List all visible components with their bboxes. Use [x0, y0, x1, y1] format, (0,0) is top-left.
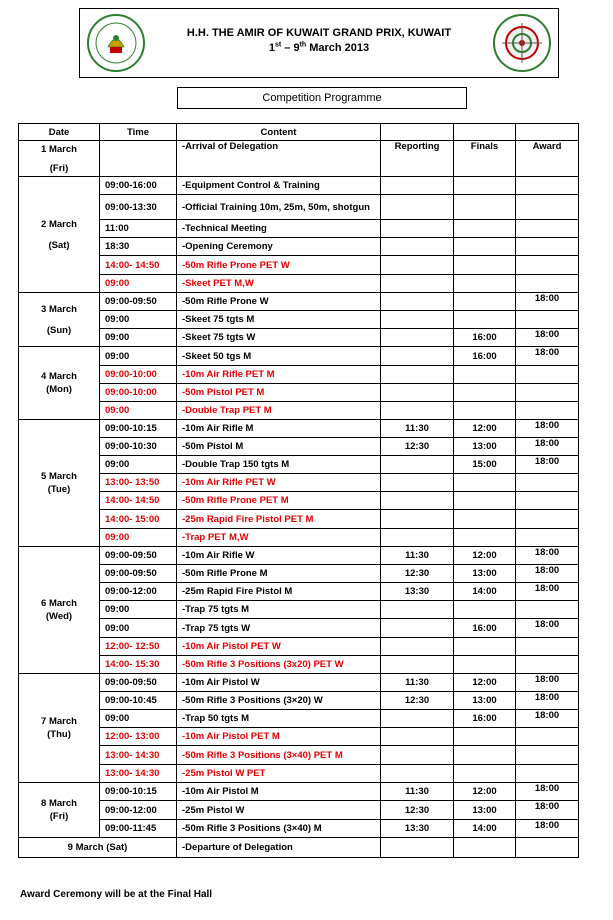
finals-cell — [454, 656, 516, 674]
content-cell: -10m Air Rifle PET W — [177, 474, 381, 492]
time-cell: 14:00- 15:30 — [100, 656, 177, 674]
award-cell: 18:00 — [516, 674, 579, 692]
award-cell — [516, 366, 579, 384]
table-row — [19, 619, 579, 638]
finals-cell: 16:00 — [454, 329, 516, 347]
time-cell: 09:00-12:00 — [100, 583, 177, 601]
date-label: 5 March — [41, 471, 77, 482]
date-cell — [19, 293, 100, 347]
time-cell: 09:00-09:50 — [100, 565, 177, 583]
reporting-cell — [381, 601, 454, 619]
award-cell — [516, 275, 579, 293]
award-cell — [516, 384, 579, 402]
content-cell: -Skeet 75 tgts W — [177, 329, 381, 347]
content-cell: -Equipment Control & Training — [177, 177, 381, 195]
reporting-cell — [381, 195, 454, 220]
content-cell: -25m Pistol W PET — [177, 765, 381, 783]
finals-cell: 16:00 — [454, 347, 516, 366]
table-row — [19, 347, 579, 366]
reporting-cell — [381, 456, 454, 474]
reporting-cell: 13:30 — [381, 820, 454, 838]
time-cell: 09:00 — [100, 710, 177, 728]
content-cell: -50m Rifle 3 Positions (3×40) M — [177, 820, 381, 838]
table-row — [19, 638, 579, 656]
reporting-cell — [381, 238, 454, 256]
reporting-cell: 11:30 — [381, 783, 454, 801]
date-cell — [19, 674, 100, 783]
finals-cell — [454, 510, 516, 529]
reporting-cell — [381, 529, 454, 547]
date-label: 6 March — [41, 598, 77, 609]
table-row — [19, 177, 579, 195]
award-cell — [516, 529, 579, 547]
table-row — [19, 384, 579, 402]
time-cell: 12:00- 13:00 — [100, 728, 177, 746]
time-cell: 09:00-09:50 — [100, 674, 177, 692]
content-cell: -25m Pistol W — [177, 801, 381, 820]
award-cell: 18:00 — [516, 547, 579, 565]
reporting-cell — [381, 510, 454, 529]
reporting-cell — [381, 275, 454, 293]
reporting-cell — [381, 765, 454, 783]
content-cell: -10m Air Rifle M — [177, 420, 381, 438]
reporting-cell: 12:30 — [381, 801, 454, 820]
time-cell: 09:00-10:15 — [100, 783, 177, 801]
time-cell: 13:00- 14:30 — [100, 765, 177, 783]
schedule-table — [18, 123, 579, 858]
table-header-row — [19, 124, 579, 141]
finals-cell — [454, 311, 516, 329]
reporting-cell — [381, 710, 454, 728]
award-cell — [516, 195, 579, 220]
table-row — [19, 366, 579, 384]
reporting-cell — [381, 329, 454, 347]
finals-cell — [454, 838, 516, 858]
finals-cell — [454, 765, 516, 783]
finals-cell — [454, 402, 516, 420]
content-cell: -10m Air Pistol PET W — [177, 638, 381, 656]
reporting-cell: 11:30 — [381, 420, 454, 438]
table-row — [19, 402, 579, 420]
reporting-cell — [381, 220, 454, 238]
time-cell: 09:00-10:45 — [100, 692, 177, 710]
reporting-cell — [381, 656, 454, 674]
time-cell: 09:00-16:00 — [100, 177, 177, 195]
award-cell — [516, 746, 579, 765]
time-cell: 09:00 — [100, 619, 177, 638]
finals-cell — [454, 529, 516, 547]
content-cell: -Trap 50 tgts M — [177, 710, 381, 728]
finals-cell — [454, 177, 516, 195]
finals-cell — [454, 275, 516, 293]
table-row — [19, 141, 579, 177]
table-row — [19, 783, 579, 801]
reporting-cell — [381, 838, 454, 858]
time-cell: 12:00- 12:50 — [100, 638, 177, 656]
table-row — [19, 238, 579, 256]
date-cell — [19, 547, 100, 674]
content-cell: -10m Air Pistol W — [177, 674, 381, 692]
award-cell — [516, 765, 579, 783]
weekday-label: (Mon) — [46, 384, 72, 395]
award-cell — [516, 728, 579, 746]
reporting-cell — [381, 311, 454, 329]
table-row — [19, 801, 579, 820]
award-cell — [516, 238, 579, 256]
finals-cell: 12:00 — [454, 783, 516, 801]
content-cell: -50m Rifle Prone PET M — [177, 492, 381, 510]
time-cell: 18:30 — [100, 238, 177, 256]
award-cell: 18:00 — [516, 438, 579, 456]
content-cell: -Trap PET M,W — [177, 529, 381, 547]
table-row — [19, 329, 579, 347]
table-row — [19, 256, 579, 275]
time-cell: 09:00 — [100, 347, 177, 366]
table-row — [19, 601, 579, 619]
table-row — [19, 746, 579, 765]
weekday-label: (Thu) — [47, 729, 71, 740]
content-cell: -50m Pistol M — [177, 438, 381, 456]
time-cell: 09:00-13:30 — [100, 195, 177, 220]
content-cell: -Opening Ceremony — [177, 238, 381, 256]
reporting-cell — [381, 638, 454, 656]
time-cell: 11:00 — [100, 220, 177, 238]
table-row — [19, 456, 579, 474]
time-cell: 09:00 — [100, 311, 177, 329]
table-row — [19, 293, 579, 311]
finals-cell: 12:00 — [454, 420, 516, 438]
table-row — [19, 820, 579, 838]
time-cell: 14:00- 14:50 — [100, 256, 177, 275]
table-row — [19, 674, 579, 692]
time-cell: 09:00-10:30 — [100, 438, 177, 456]
finals-cell: 13:00 — [454, 438, 516, 456]
content-cell: -Official Training 10m, 25m, 50m, shotgun — [177, 195, 381, 220]
finals-cell: 12:00 — [454, 674, 516, 692]
finals-cell: 15:00 — [454, 456, 516, 474]
content-cell: -Technical Meeting — [177, 220, 381, 238]
finals-cell: 14:00 — [454, 583, 516, 601]
finals-cell — [454, 195, 516, 220]
date-cell — [19, 177, 100, 293]
content-cell: -10m Air Rifle PET M — [177, 366, 381, 384]
award-cell: 18:00 — [516, 565, 579, 583]
table-row — [19, 710, 579, 728]
time-cell — [100, 141, 177, 177]
finals-cell: 13:00 — [454, 565, 516, 583]
content-cell: -50m Pistol PET M — [177, 384, 381, 402]
time-cell: 09:00 — [100, 402, 177, 420]
award-cell — [516, 492, 579, 510]
date-label: 8 March — [41, 798, 77, 809]
finals-cell: 13:00 — [454, 692, 516, 710]
content-cell: -50m Rifle 3 Positions (3×20) W — [177, 692, 381, 710]
content-cell: -50m Rifle Prone W — [177, 293, 381, 311]
award-cell — [516, 638, 579, 656]
col-header-award — [516, 124, 579, 141]
award-cell: 18:00 — [516, 619, 579, 638]
date-cell — [19, 783, 100, 838]
finals-cell: 13:00 — [454, 801, 516, 820]
table-row — [19, 195, 579, 220]
award-cell — [516, 474, 579, 492]
reporting-cell: 12:30 — [381, 438, 454, 456]
table-row — [19, 728, 579, 746]
time-cell: 09:00 — [100, 601, 177, 619]
finals-cell — [454, 238, 516, 256]
shooting-federation-logo-right — [492, 13, 552, 73]
table-row — [19, 765, 579, 783]
content-cell: -Arrival of Delegation — [177, 141, 381, 177]
time-cell: 09:00 — [100, 275, 177, 293]
award-cell: 18:00 — [516, 329, 579, 347]
time-cell: 09:00-09:50 — [100, 293, 177, 311]
award-cell: 18:00 — [516, 783, 579, 801]
award-cell: 18:00 — [516, 710, 579, 728]
table-row — [19, 547, 579, 565]
award-ceremony-note: Award Ceremony will be at the Final Hall — [20, 889, 213, 900]
weekday-label: (Fri) — [49, 162, 69, 174]
table-row — [19, 275, 579, 293]
date-cell — [19, 141, 100, 177]
table-row — [19, 474, 579, 492]
time-cell: 09:00-09:50 — [100, 547, 177, 565]
content-cell: -Trap 75 tgts M — [177, 601, 381, 619]
reporting-cell — [381, 366, 454, 384]
content-cell: -50m Rifle Prone M — [177, 565, 381, 583]
finals-cell — [454, 474, 516, 492]
award-cell — [516, 311, 579, 329]
col-header-date: Date — [19, 124, 100, 141]
award-cell — [516, 177, 579, 195]
content-cell: -10m Air Pistol PET M — [177, 728, 381, 746]
reporting-cell: 11:30 — [381, 674, 454, 692]
finals-cell: Finals — [454, 141, 516, 177]
award-cell — [516, 256, 579, 275]
weekday-label: (Wed) — [45, 611, 73, 622]
table-row — [19, 492, 579, 510]
weekday-label: (Tue) — [47, 484, 71, 495]
finals-cell — [454, 384, 516, 402]
content-cell: -25m Rapid Fire Pistol M — [177, 583, 381, 601]
content-cell: -Double Trap PET M — [177, 402, 381, 420]
content-cell: -Skeet 50 tgs M — [177, 347, 381, 366]
title-line-1: H.H. THE AMIR OF KUWAIT GRAND PRIX, KUWAIT — [186, 27, 452, 39]
date-label: 1 March — [41, 143, 77, 155]
date-label: 2 March — [41, 218, 77, 230]
table-row — [19, 656, 579, 674]
document-title — [160, 26, 478, 56]
finals-cell — [454, 746, 516, 765]
content-cell: -25m Rapid Fire Pistol PET M — [177, 510, 381, 529]
finals-cell — [454, 728, 516, 746]
time-cell: 09:00 — [100, 456, 177, 474]
award-cell: 18:00 — [516, 293, 579, 311]
content-cell: -Skeet 75 tgts M — [177, 311, 381, 329]
time-cell: 09:00-11:45 — [100, 820, 177, 838]
weekday-label: (Sat) — [48, 239, 70, 251]
reporting-cell — [381, 256, 454, 275]
award-cell — [516, 838, 579, 858]
time-cell: 13:00- 13:50 — [100, 474, 177, 492]
finals-cell: 16:00 — [454, 710, 516, 728]
content-cell: -Trap 75 tgts W — [177, 619, 381, 638]
content-cell: -50m Rifle 3 Positions (3×40) PET M — [177, 746, 381, 765]
time-cell: 09:00-10:00 — [100, 384, 177, 402]
table-row — [19, 420, 579, 438]
reporting-cell — [381, 474, 454, 492]
reporting-cell — [381, 384, 454, 402]
date-cell — [19, 347, 100, 420]
award-cell: Award — [516, 141, 579, 177]
table-row — [19, 220, 579, 238]
award-cell — [516, 510, 579, 529]
time-cell: 09:00-10:15 — [100, 420, 177, 438]
table-row-departure — [19, 838, 579, 858]
finals-cell: 14:00 — [454, 820, 516, 838]
time-cell: 09:00 — [100, 529, 177, 547]
reporting-cell — [381, 492, 454, 510]
col-header-time: Time — [100, 124, 177, 141]
col-header-reporting — [381, 124, 454, 141]
time-cell: 14:00- 15:00 — [100, 510, 177, 529]
col-header-content: Content — [177, 124, 381, 141]
weekday-label: (Sun) — [46, 324, 72, 336]
finals-cell — [454, 256, 516, 275]
award-cell: 18:00 — [516, 420, 579, 438]
reporting-cell — [381, 619, 454, 638]
reporting-cell — [381, 293, 454, 311]
reporting-cell: 12:30 — [381, 692, 454, 710]
finals-cell — [454, 601, 516, 619]
date-label: 7 March — [41, 716, 77, 727]
reporting-cell — [381, 177, 454, 195]
content-cell: -Departure of Delegation — [177, 838, 381, 858]
finals-cell: 16:00 — [454, 619, 516, 638]
document-header — [79, 8, 559, 78]
reporting-cell — [381, 402, 454, 420]
award-cell: 18:00 — [516, 692, 579, 710]
date-cell — [19, 420, 100, 547]
reporting-cell — [381, 347, 454, 366]
reporting-cell: 12:30 — [381, 565, 454, 583]
content-cell: -50m Rifle 3 Positions (3x20) PET W — [177, 656, 381, 674]
content-cell: -50m Rifle Prone PET W — [177, 256, 381, 275]
award-cell — [516, 656, 579, 674]
table-row — [19, 565, 579, 583]
content-cell: -10m Air Pistol M — [177, 783, 381, 801]
reporting-cell: 11:30 — [381, 547, 454, 565]
award-cell: 18:00 — [516, 801, 579, 820]
content-cell: -10m Air Rifle W — [177, 547, 381, 565]
award-cell: 18:00 — [516, 347, 579, 366]
schedule-body — [19, 141, 579, 858]
title-dates: 1st – 9th March 2013 — [268, 41, 370, 54]
award-cell — [516, 402, 579, 420]
col-header-finals — [454, 124, 516, 141]
content-cell: -Skeet PET M,W — [177, 275, 381, 293]
reporting-cell — [381, 728, 454, 746]
table-row — [19, 438, 579, 456]
award-cell: 18:00 — [516, 456, 579, 474]
reporting-cell: Reporting — [381, 141, 454, 177]
finals-cell: 12:00 — [454, 547, 516, 565]
reporting-cell — [381, 746, 454, 765]
time-cell: 09:00-10:00 — [100, 366, 177, 384]
time-cell: 14:00- 14:50 — [100, 492, 177, 510]
award-cell — [516, 601, 579, 619]
reporting-cell: 13:30 — [381, 583, 454, 601]
award-cell: 18:00 — [516, 820, 579, 838]
finals-cell — [454, 293, 516, 311]
award-cell — [516, 220, 579, 238]
date-label: 4 March — [41, 371, 77, 382]
content-cell: -Double Trap 150 tgts M — [177, 456, 381, 474]
date-label: 3 March — [41, 303, 77, 315]
award-cell: 18:00 — [516, 583, 579, 601]
table-row — [19, 583, 579, 601]
kuwait-emblem-logo-left — [86, 13, 146, 73]
table-row — [19, 510, 579, 529]
date-cell: 9 March (Sat) — [19, 838, 177, 858]
table-row — [19, 529, 579, 547]
competition-programme-label: Competition Programme — [177, 87, 467, 109]
time-cell: 09:00 — [100, 329, 177, 347]
time-cell: 09:00-12:00 — [100, 801, 177, 820]
table-row — [19, 692, 579, 710]
finals-cell — [454, 492, 516, 510]
finals-cell — [454, 638, 516, 656]
weekday-label: (Fri) — [49, 811, 69, 822]
finals-cell — [454, 366, 516, 384]
time-cell: 13:00- 14:30 — [100, 746, 177, 765]
table-row — [19, 311, 579, 329]
finals-cell — [454, 220, 516, 238]
